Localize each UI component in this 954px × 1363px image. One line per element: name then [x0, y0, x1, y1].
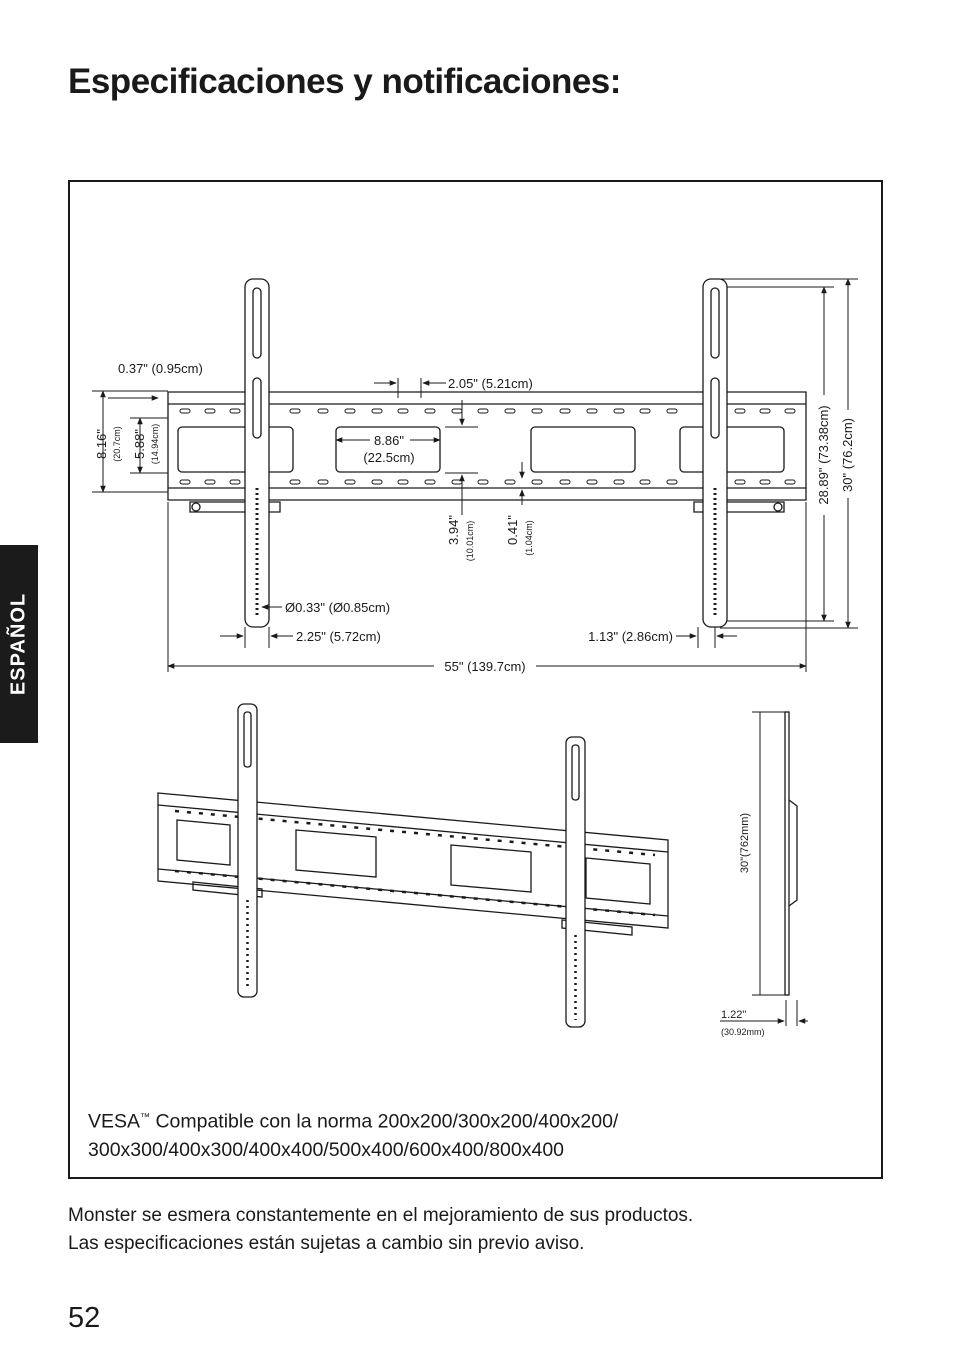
label-3-94: 3.94": [446, 515, 461, 545]
label-30: 30" (76.2cm): [840, 418, 855, 492]
trademark-symbol: ™: [140, 1112, 151, 1123]
vesa-compatibility: [88, 1104, 618, 1164]
side-view-drawing: [720, 712, 808, 1026]
perspective-view-drawing: [158, 704, 668, 1027]
label-8-86-cm: (22.5cm): [363, 450, 415, 465]
vesa-line-1: [88, 1104, 618, 1136]
spec-notice: [68, 1202, 693, 1258]
label-5-88: 5.88": [132, 429, 147, 459]
label-side-height: 30"(762mm): [739, 812, 751, 874]
label-2-25: 2.25" (5.72cm): [296, 629, 381, 644]
vesa-line-2: 300x300/400x300/400x400/500x400/600x400/800x400: [88, 1138, 565, 1161]
label-side-depth-mm: (30.92mm): [721, 1027, 765, 1037]
side-dimension-labels: [721, 813, 765, 1037]
label-0-41-cm: (1.04cm): [524, 520, 534, 556]
label-0-41: 0.41": [505, 515, 520, 545]
page-title: Especificaciones y notificaciones:: [68, 62, 621, 101]
label-28-89: 28.89" (73.38cm): [816, 405, 831, 505]
notice-line-2: Las especificaciones están sujetas a cambio sin previo aviso.: [68, 1233, 585, 1254]
page-number: 52: [68, 1302, 101, 1334]
label-0-37: 0.37" (0.95cm): [118, 361, 203, 376]
label-5-88-cm: (14.94cm): [150, 423, 160, 465]
label-55: 55" (139.7cm): [444, 659, 526, 674]
label-8-86: 8.86": [374, 433, 404, 448]
label-2-05: 2.05" (5.21cm): [448, 376, 533, 391]
front-view-drawing: [168, 279, 806, 627]
label-8-16-cm: (20.7cm): [112, 426, 122, 462]
vesa-line-1-text: Compatible con la norma 200x200/300x200/400x200/: [150, 1110, 619, 1133]
label-side-depth: 1.22": [721, 1009, 747, 1021]
label-1-13: 1.13" (2.86cm): [588, 629, 673, 644]
language-tab-label: ESPAÑOL: [7, 592, 30, 696]
label-8-16: 8.16": [94, 429, 109, 459]
label-3-94-cm: (10.01cm): [465, 520, 475, 562]
notice-line-1: Monster se esmera constantemente en el mejoramiento de sus productos.: [68, 1205, 694, 1226]
label-0-33: Ø0.33" (Ø0.85cm): [285, 600, 391, 615]
vesa-brand: VESA: [88, 1110, 141, 1133]
